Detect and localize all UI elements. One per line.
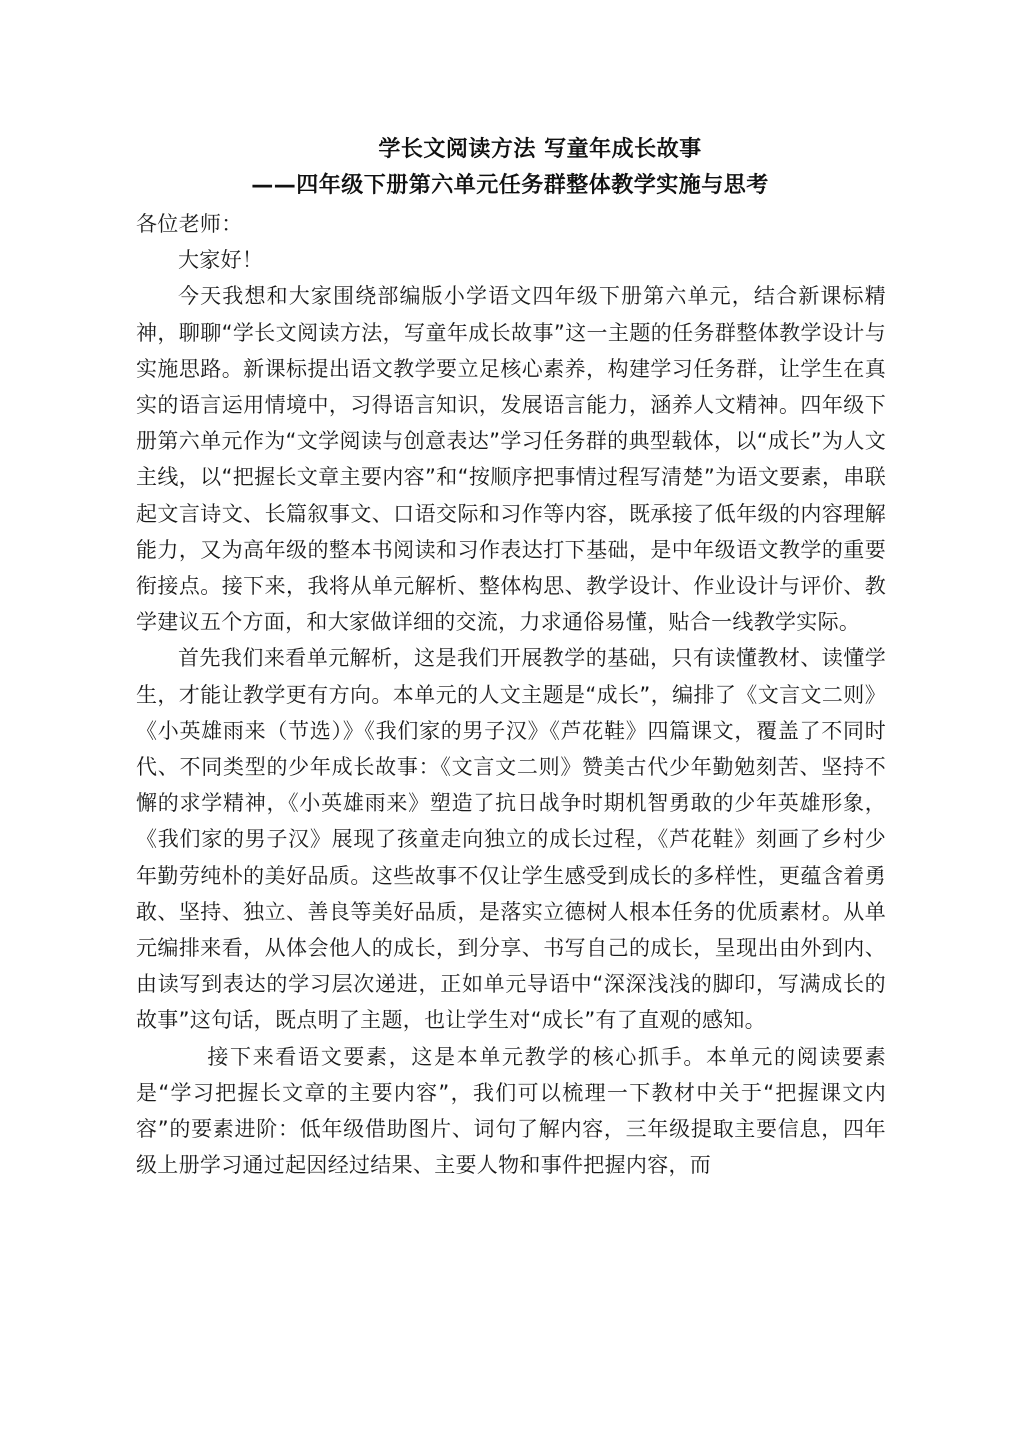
salutation: 各位老师： [136,212,243,236]
title-block [0,132,1020,204]
paragraph-intro: 今天我想和大家围绕部编版小学语文四年级下册第六单元，结合新课标精神，聊聊“学长文阅读方法，写童年成长故事”这一主题的任务群整体教学设计与实施思路。新课标提出语文教学要立足核心素养，构建学习任务群，让学生在真实的语言运用情境中，习得语言知识，发展语言能力，涵养人文精神。四年级下册第六单元作为“文学阅读与创意表达”学习任务群的典型载体，以“成长”为人文主线，以“把握长文章主要内容”和“按顺序把事情过程写清楚”为语文要素，串联起文言诗文、长篇叙事文、口语交际和习作等内容，既承接了低年级的内容理解能力，又为高年级的整本书阅读和习作表达打下基础，是中年级语文教学的重要衔接点。接下来，我将从单元解析、整体构思、教学设计、作业设计与评价、教学建议五个方面，和大家做详细的交流，力求通俗易懂，贴合一线教学实际。 [136,284,886,635]
paragraph-language-elements: 接下来看语文要素，这是本单元教学的核心抓手。本单元的阅读要素是“学习把握长文章的主要内容”，我们可以梳理一下教材中关于“把握课文内容”的要素进阶：低年级借助图片、词句了解内容，三年级提取主要信息，四年级上册学习通过起因经过结果、主要人物和事件把握内容，而 [136,1044,886,1178]
document-title: 学长文阅读方法 写童年成长故事 [378,137,702,162]
document-body [136,206,886,1183]
document-subtitle: ——四年级下册第六单元任务群整体教学实施与思考 [251,173,769,198]
paragraph-unit-analysis: 首先我们来看单元解析，这是我们开展教学的基础，只有读懂教材、读懂学生，才能让教学更有方向。本单元的人文主题是“成长”，编排了《文言文二则》《小英雄雨来（节选）》《我们家的男子汉》《芦花鞋》四篇课文，覆盖了不同时代、不同类型的少年成长故事：《文言文二则》赞美古代少年勤勉刻苦、坚持不懈的求学精神，《小英雄雨来》塑造了抗日战争时期机智勇敢的少年英雄形象，《我们家的男子汉》展现了孩童走向独立的成长过程，《芦花鞋》刻画了乡村少年勤劳纯朴的美好品质。这些故事不仅让学生感受到成长的多样性，更蕴含着勇敢、坚持、独立、善良等美好品质，是落实立德树人根本任务的优质素材。从单元编排来看，从体会他人的成长，到分享、书写自己的成长，呈现出由外到内、由读写到表达的学习层次递进，正如单元导语中“深深浅浅的脚印，写满成长的故事”这句话，既点明了主题，也让学生对“成长”有了直观的感知。 [136,646,886,1033]
greeting: 大家好！ [178,248,264,273]
